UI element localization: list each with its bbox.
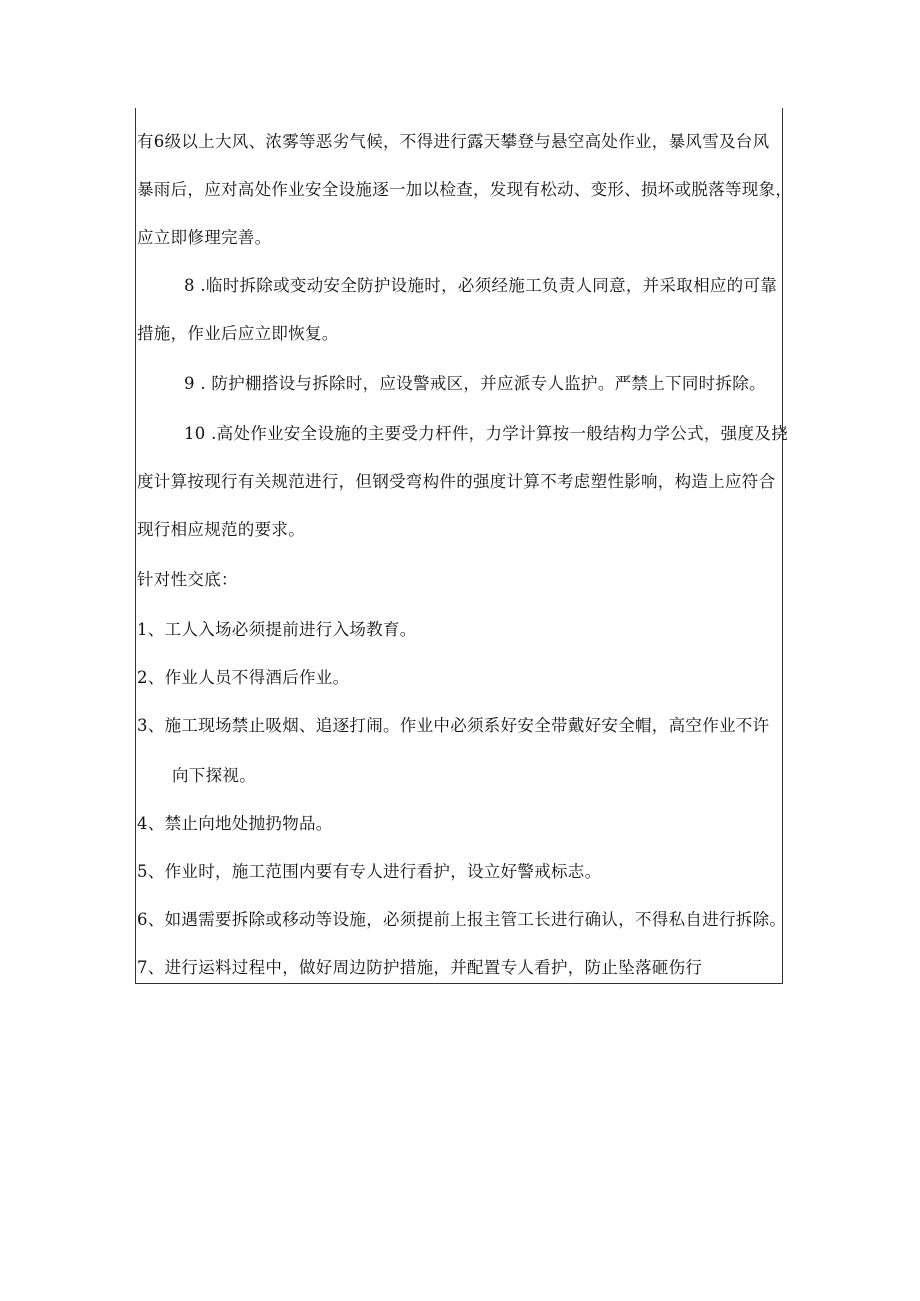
paragraph-8-line-2: 措施，作业后应立即恢复。 (137, 324, 339, 343)
list-item-1: 1、工人入场必须提前进行入场教育。 (137, 620, 417, 639)
list-item-3-line-1: 3、施工现场禁止吸烟、追逐打闹。作业中必须系好安全带戴好安全帽，高空作业不许 (137, 716, 770, 735)
paragraph-10-line-2: 度计算按现行有关规范进行，但钢受弯构件的强度计算不考虑塑性影响，构造上应符合 (137, 472, 776, 491)
list-item-7: 7、进行运料过程中，做好周边防护措施，并配置专人看护，防止坠落砸伤行 (137, 958, 703, 977)
paragraph-weather-line-1: 有6级以上大风、浓雾等恶劣气候，不得进行露天攀登与悬空高处作业，暴风雪及台风 (137, 132, 770, 151)
section-title: 针对性交底： (137, 570, 238, 589)
paragraph-weather-line-2: 暴雨后，应对高处作业安全设施逐一加以检查，发现有松动、变形、损坏或脱落等现象， (137, 180, 793, 199)
list-item-3-line-2: 向下探视。 (172, 766, 256, 785)
paragraph-8-line-1: 8 .临时拆除或变动安全防护设施时，必须经施工负责人同意，并采取相应的可靠 (184, 276, 778, 295)
paragraph-10-line-1: 10 .高处作业安全设施的主要受力杆件，力学计算按一般结构力学公式，强度及挠 (184, 424, 788, 443)
list-item-5: 5、作业时，施工范围内要有专人进行看护，设立好警戒标志。 (137, 862, 602, 881)
paragraph-9-line-1: 9 . 防护棚搭设与拆除时，应设警戒区，并应派专人监护。严禁上下同时拆除。 (184, 374, 766, 393)
document-table-cell (135, 108, 793, 984)
list-item-2: 2、作业人员不得酒后作业。 (137, 668, 350, 687)
list-item-4: 4、禁止向地处抛扔物品。 (137, 814, 333, 833)
paragraph-weather-line-3: 应立即修理完善。 (137, 228, 272, 247)
paragraph-10-line-3: 现行相应规范的要求。 (137, 520, 305, 539)
list-item-6: 6、如遇需要拆除或移动等设施，必须提前上报主管工长进行确认，不得私自进行拆除。 (137, 910, 787, 929)
